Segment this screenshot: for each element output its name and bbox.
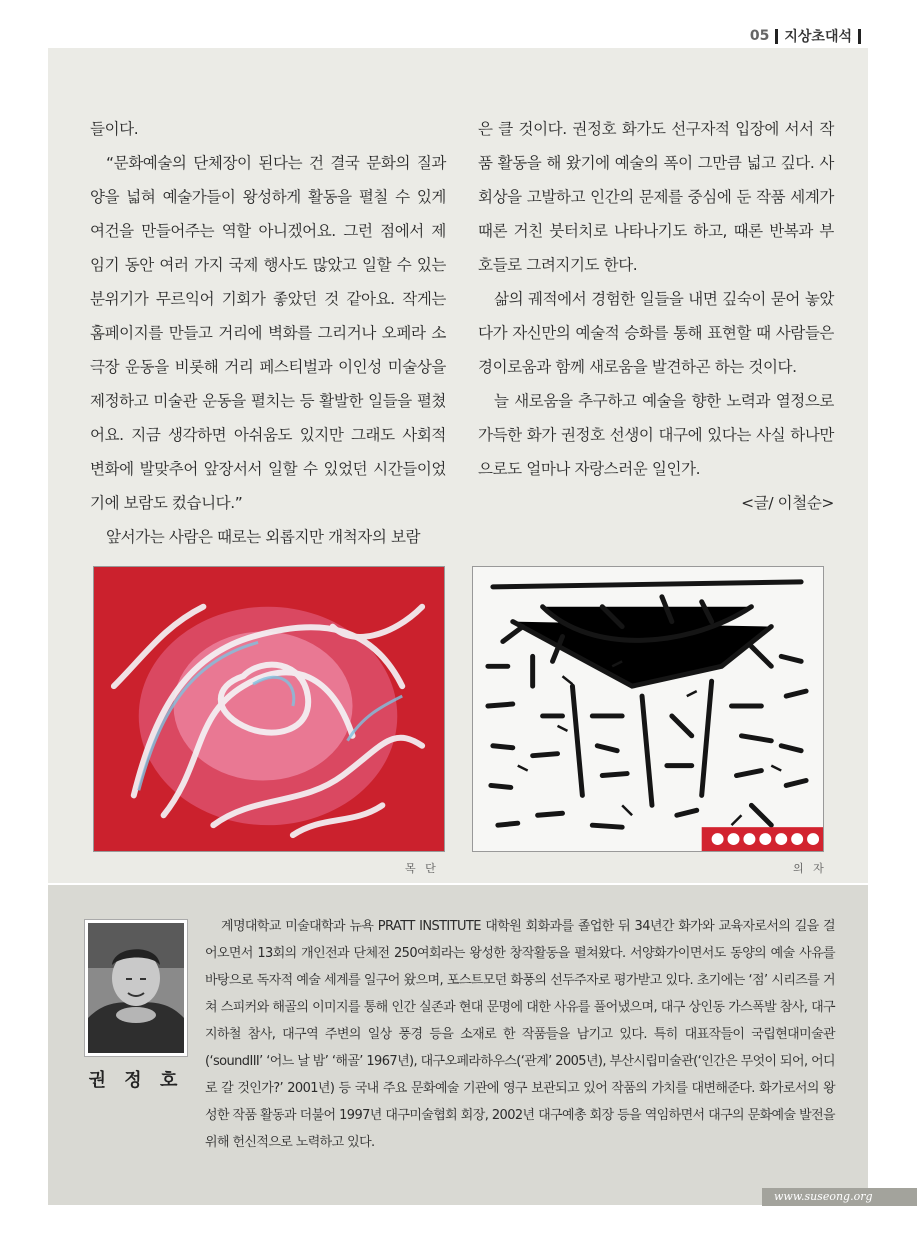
peony-painting-image [94,567,444,851]
left-paragraph-quote: “문화예술의 단체장이 된다는 건 결국 문화의 질과 양을 넓혀 예술가들이 왕성하게 활동을 펼칠 수 있게 여건을 만들어주는 역할 아니겠어요. 그런 점에서 제 임기 동안 여러 가지 국제 행사도 많았고 일할 수 있는 분위기가 무르익어 기회가 좋았던 것 같아요. 작게는 홈페이지를 만들고 거리에 벽화를 그리거나 오페라 소극장 운동을 비롯해 거리 페스티벌과 이인성 미술상을 제정하고 미술관 운동을 펼치는 등 활발한 일들을 펼쳤어요. 지금 생각하면 아쉬움도 있지만 그래도 사회적 변화에 발맞추어 앞장서서 일할 수 있었던 시간들이었기에 보람도 컸습니다.” [90,154,446,512]
article-left-column [90,112,446,554]
artist-portrait-photo [84,919,188,1057]
header-divider-end [858,29,861,44]
painting-chair [472,566,824,852]
page-number: 05 [749,28,770,44]
right-paragraph-1: 은 클 것이다. 권정호 화가도 선구자적 입장에 서서 작품 활동을 해 왔기에 예술의 폭이 그만큼 넓고 깊다. 사회상을 고발하고 인간의 문제를 중심에 둔 작품 세계가 때론 거친 붓터치로 나타나기도 하고, 때론 반복과 부호들로 그려지기도 한다. [478,120,834,274]
artist-bio-text: 계명대학교 미술대학과 뉴욕 PRATT INSTITUTE 대학원 회화과를 졸업한 뒤 34년간 화가와 교육자로서의 길을 걸어오면서 13회의 개인전과 단체전 250여회라는 왕성한 창작활동을 펼쳐왔다. 서양화가이면서도 동양의 예술 사유를 바탕으로 독자적 예술 세계를 일구어 왔으며, 포스트모던 화풍의 선두주자로 평가받고 있다. 초기에는 ‘점’ 시리즈를 거쳐 스피커와 해골의 이미지를 통해 인간 실존과 현대 문명에 대한 사유를 풀어냈으며, 대구 상인동 가스폭발 참사, 대구 지하철 참사, 대구역 주변의 일상 풍경 등을 소재로 한 작품들을 남기고 있다. 특히 대표작들이 국립현대미술관(‘soundIII’ ‘어느 날 밤’ ‘해골’ 1967년), 대구오페라하우스(‘관계’ 2005년), 부산시립미술관(‘인간은 무엇이 되어, 어디로 갈 것인가?’ 2001년) 등 국내 주요 문화예술 기관에 영구 보관되고 있어 작품의 가치를 대변해준다. 화가로서의 왕성한 작품 활동과 더불어 1997년 대구미술협회 회장, 2002년 대구예총 회장 등을 역임하면서 대구의 문화예술 발전을 위해 헌신적으로 노력하고 있다. [205,919,835,1150]
painting-caption-chair: 의 자 [793,862,827,875]
right-paragraph-2: 삶의 궤적에서 경험한 일들을 내면 깊숙이 묻어 놓았다가 자신만의 예술적 승화를 통해 표현할 때 사람들은 경이로움과 함께 새로움을 발견하곤 하는 것이다. [478,290,834,376]
painting-caption-peony: 목 단 [405,862,439,875]
header-divider [775,29,778,44]
article-byline: <글/ 이철순> [741,494,834,512]
left-paragraph-1: 들이다. [90,120,139,138]
right-paragraph-3: 늘 새로움을 추구하고 예술을 향한 노력과 열정으로 가득한 화가 권정호 선생이 대구에 있다는 사실 하나만으로도 얼마나 자랑스러운 일인가. [478,392,834,478]
portrait-image [88,923,184,1053]
page-header [750,26,861,46]
article-right-column [478,112,834,520]
chair-painting-image [473,567,823,851]
painting-peony [93,566,445,852]
artist-name: 권 정 호 [88,1070,184,1091]
section-title: 지상초대석 [784,29,852,45]
left-paragraph-3: 앞서가는 사람은 때로는 외롭지만 개척자의 보람 [106,528,421,546]
footer-website-url[interactable]: www.suseong.org [762,1188,917,1206]
